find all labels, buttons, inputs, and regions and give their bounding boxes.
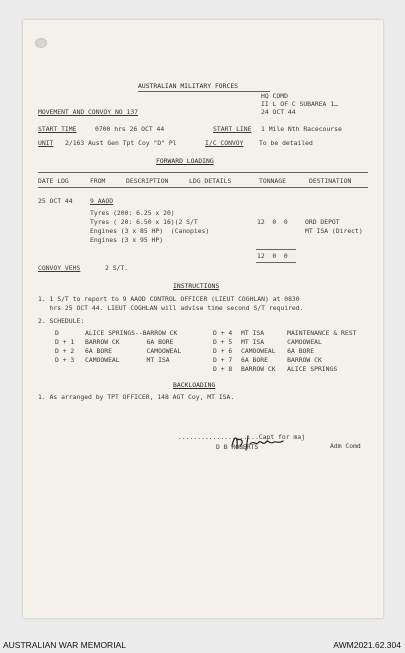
instruction-2: 2. SCHEDULE:	[38, 317, 85, 325]
schedule-right-day: D + 7	[213, 356, 233, 364]
schedule-right-route: 6A BORE BARROW CK	[241, 356, 322, 364]
signatory-name: D B ROBERTS	[216, 443, 259, 451]
start-time-label: START TIME	[38, 125, 77, 133]
loading-item-4: Engines (3 x 95 HP)	[90, 236, 164, 244]
document-date: 24 OCT 44	[261, 108, 296, 116]
schedule-right-day: D + 6	[213, 347, 233, 355]
schedule-left-day: D + 1	[55, 338, 75, 346]
loading-item-3: Engines (3 x 85 HP) (Canopies)	[90, 227, 210, 235]
start-time-value: 0700 hrs 26 OCT 44	[95, 125, 165, 133]
title-underline	[138, 91, 270, 92]
start-line-value: 1 Mile Nth Racecourse	[261, 125, 342, 133]
schedule-right-route: MT ISA CAMOOWEAL	[241, 338, 322, 346]
schedule-left-route: 6A BORE CAMOOWEAL	[85, 347, 182, 355]
unit-value: 2/163 Aust Gen Tpt Coy "D" Pl	[65, 139, 177, 147]
total-rule-top	[256, 249, 296, 250]
loading-date: 25 OCT 44	[38, 197, 73, 205]
loading-tonnage: 12 0 0	[257, 218, 288, 226]
schedule-right-day: D + 8	[213, 365, 233, 373]
loading-from: 9 AAOD	[90, 197, 114, 205]
document-title: AUSTRALIAN MILITARY FORCES	[138, 82, 239, 90]
ic-convoy-value: To be detailed	[259, 139, 313, 147]
col-header-destination: DESTINATION	[309, 177, 352, 185]
col-header-ldg-details: LDG DETAILS	[189, 177, 232, 185]
movement-label: MOVEMENT AND CONVOY NO 137	[38, 108, 139, 116]
schedule-right-day: D + 5	[213, 338, 233, 346]
table-top-rule	[38, 172, 368, 173]
total-rule-bottom	[256, 262, 296, 263]
schedule-right-day: D + 4	[213, 329, 233, 337]
document-page	[23, 20, 383, 618]
loading-item-2: Tyres ( 20: 6.50 x 16)(2 S/T	[90, 218, 198, 226]
col-header-date: DATE LDG	[38, 177, 69, 185]
instruction-1: 1. 1 S/T to report to 9 AAOD CONTROL OFFICER (LIEUT COGHLAN) at 0830	[38, 295, 300, 303]
schedule-left-route: ALICE SPRINGS--BARROW CK	[85, 329, 178, 337]
signature-line: .....................Capt for maj	[178, 433, 305, 441]
schedule-right-route: BARROW CK ALICE SPRINGS	[241, 365, 338, 373]
instructions-title: INSTRUCTIONS	[173, 282, 220, 290]
ic-convoy-label: I/C CONVOY	[205, 139, 244, 147]
col-header-from: FROM	[90, 177, 106, 185]
convoy-vehs-value: 2 S/T.	[105, 264, 129, 272]
backloading-item-1: 1. As arranged by TPT OFFICER, 148 AGT Coy, MT ISA.	[38, 393, 235, 401]
punch-hole	[35, 38, 47, 48]
footer-accession-number: AWM2021.62.304	[333, 640, 401, 650]
backloading-title: BACKLOADING	[173, 381, 216, 389]
hq-line-2: II L OF C SUBAREA 1…	[261, 100, 338, 108]
table-header-rule	[38, 187, 368, 188]
loading-item-1: Tyres (200: 6.25 x 20)	[90, 209, 175, 217]
schedule-right-route: CAMOOWEAL 6A BORE	[241, 347, 315, 355]
footer-institution: AUSTRALIAN WAR MEMORIAL	[3, 640, 126, 650]
unit-label: UNIT	[38, 139, 54, 147]
loading-total: 12 0 0	[257, 252, 288, 260]
schedule-left-day: D	[55, 329, 59, 337]
loading-destination-2: MT ISA (Direct)	[305, 227, 363, 235]
schedule-left-day: D + 3	[55, 356, 75, 364]
start-line-label: START LINE	[213, 125, 252, 133]
schedule-left-route: CAMOOWEAL MT ISA	[85, 356, 170, 364]
signature-role: Adm Comd	[330, 442, 361, 450]
schedule-right-route: MT ISA MAINTENANCE & REST	[241, 329, 357, 337]
forward-loading-title: FORWARD LOADING	[156, 157, 214, 165]
convoy-vehs-label: CONVOY VEHS	[38, 264, 81, 272]
schedule-left-route: BARROW CK 6A BORE	[85, 338, 174, 346]
col-header-description: DESCRIPTION	[126, 177, 169, 185]
hq-line-1: HQ COMD	[261, 92, 288, 100]
schedule-left-day: D + 2	[55, 347, 75, 355]
col-header-tonnage: TONNAGE	[259, 177, 286, 185]
loading-destination-1: ORD DEPOT	[305, 218, 340, 226]
instruction-1-continued: hrs 25 OCT 44. LIEUT COGHLAN will advise time second S/T required.	[38, 304, 304, 312]
